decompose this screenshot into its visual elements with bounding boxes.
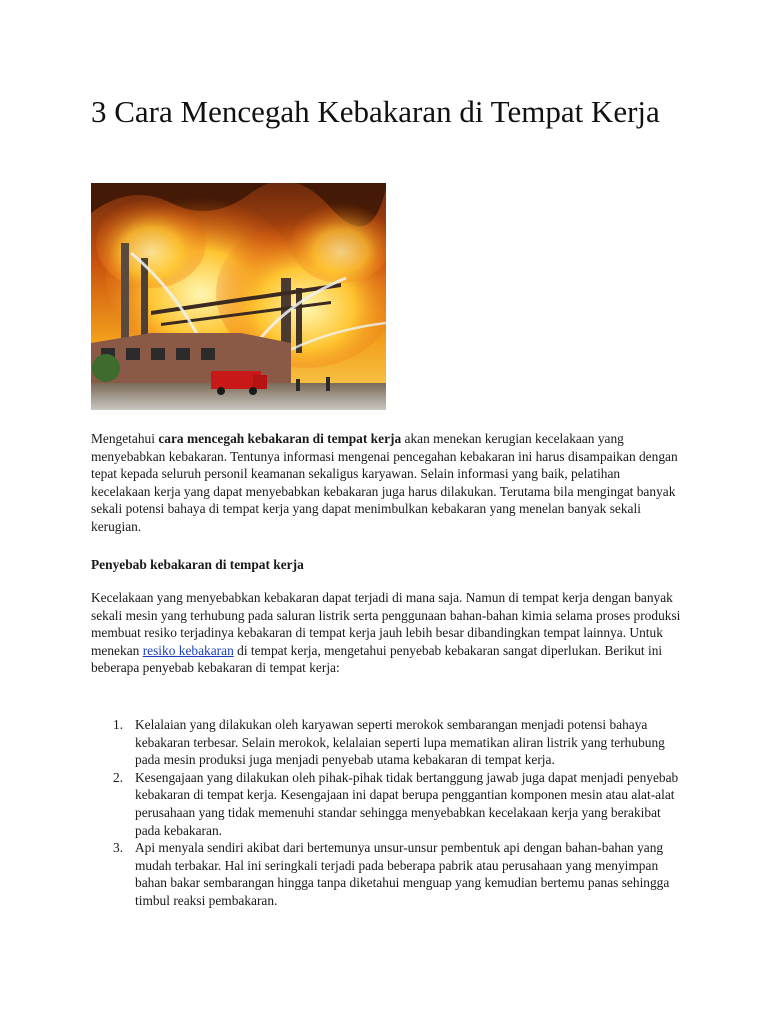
list-item bbox=[91, 769, 681, 839]
section-paragraph bbox=[91, 589, 681, 677]
list-number: 2. bbox=[113, 769, 124, 785]
section-heading: Penyebab kebakaran di tempat kerja bbox=[91, 557, 304, 572]
intro-bold-keyword: cara mencegah kebakaran di tempat kerja bbox=[158, 431, 402, 446]
section-text-after: di tempat kerja, mengetahui penyebab kebakaran sangat diperlukan. Berikut ini beberapa penyebab kebakaran di tempat kerja: bbox=[91, 642, 663, 676]
list-item-text: Kesengajaan yang dilakukan oleh pihak-pihak tidak bertanggung jawab juga dapat menjadi penyebab kebakaran di tempat kerja. Kesengajaan ini dapat berupa penggantian komponen mesin atau alat-alat perusahaan yang tidak memenuhi standar sehingga menyebabkan kecelakaan kerja yang berakibat pada kebakaran. bbox=[135, 769, 679, 838]
intro-paragraph bbox=[91, 430, 681, 536]
intro-text-after: akan menekan kerugian kecelakaan yang menyebabkan kebakaran. Tentunya informasi mengenai pencegahan kebakaran ini harus disampaikan dengan tepat kepada seluruh personil keamanan sekaligus karyawan. Selain informasi yang baik, pelatihan kecelakaan kerja yang dapat menyebabkan kebakaran juga harus dilakukan. Terutama bila mengingat banyak sekali potensi bahaya di tempat kerja yang dapat menimbulkan kebakaran yang menelan banyak sekali kerugian. bbox=[91, 431, 678, 534]
article-title: 3 Cara Mencegah Kebakaran di Tempat Kerja bbox=[91, 94, 660, 129]
intro-text-before: Mengetahui bbox=[91, 431, 159, 446]
resiko-kebakaran-link[interactable]: resiko kebakaran bbox=[142, 642, 234, 658]
section-text-before: Kecelakaan yang menyebabkan kebakaran dapat terjadi di mana saja. Namun di tempat kerja dengan banyak sekali mesin yang terhubung pada saluran listrik serta penggunaan bahan-bahan kimia selama proses produksi membuat resiko terjadinya kebakaran di tempat kerja jauh lebih besar dibandingkan tempat lainnya. Untuk menekan bbox=[91, 590, 681, 658]
list-item bbox=[91, 839, 681, 909]
fire-photo bbox=[91, 183, 386, 410]
list-item bbox=[91, 716, 681, 769]
causes-list bbox=[91, 716, 681, 910]
list-item-text: Kelalaian yang dilakukan oleh karyawan seperti merokok sembarangan menjadi potensi bahaya kebakaran terbesar. Selain merokok, kelalaian seperti lupa mematikan aliran listrik yang terhubung pada mesin produksi juga menjadi penyebab utama kebakaran di tempat kerja. bbox=[135, 717, 665, 768]
list-item-text: Api menyala sendiri akibat dari bertemunya unsur-unsur pembentuk api dengan bahan-bahan yang mudah terbakar. Hal ini seringkali terjadi pada beberapa pabrik atau perusahaan yang menyimpan bahan bakar sembarangan hingga tanpa diketahui menguap yang kemudian bertemu panas sehingga timbul reaksi pembakaran. bbox=[135, 840, 670, 908]
list-number: 1. bbox=[113, 717, 124, 732]
list-number: 3. bbox=[113, 840, 124, 856]
